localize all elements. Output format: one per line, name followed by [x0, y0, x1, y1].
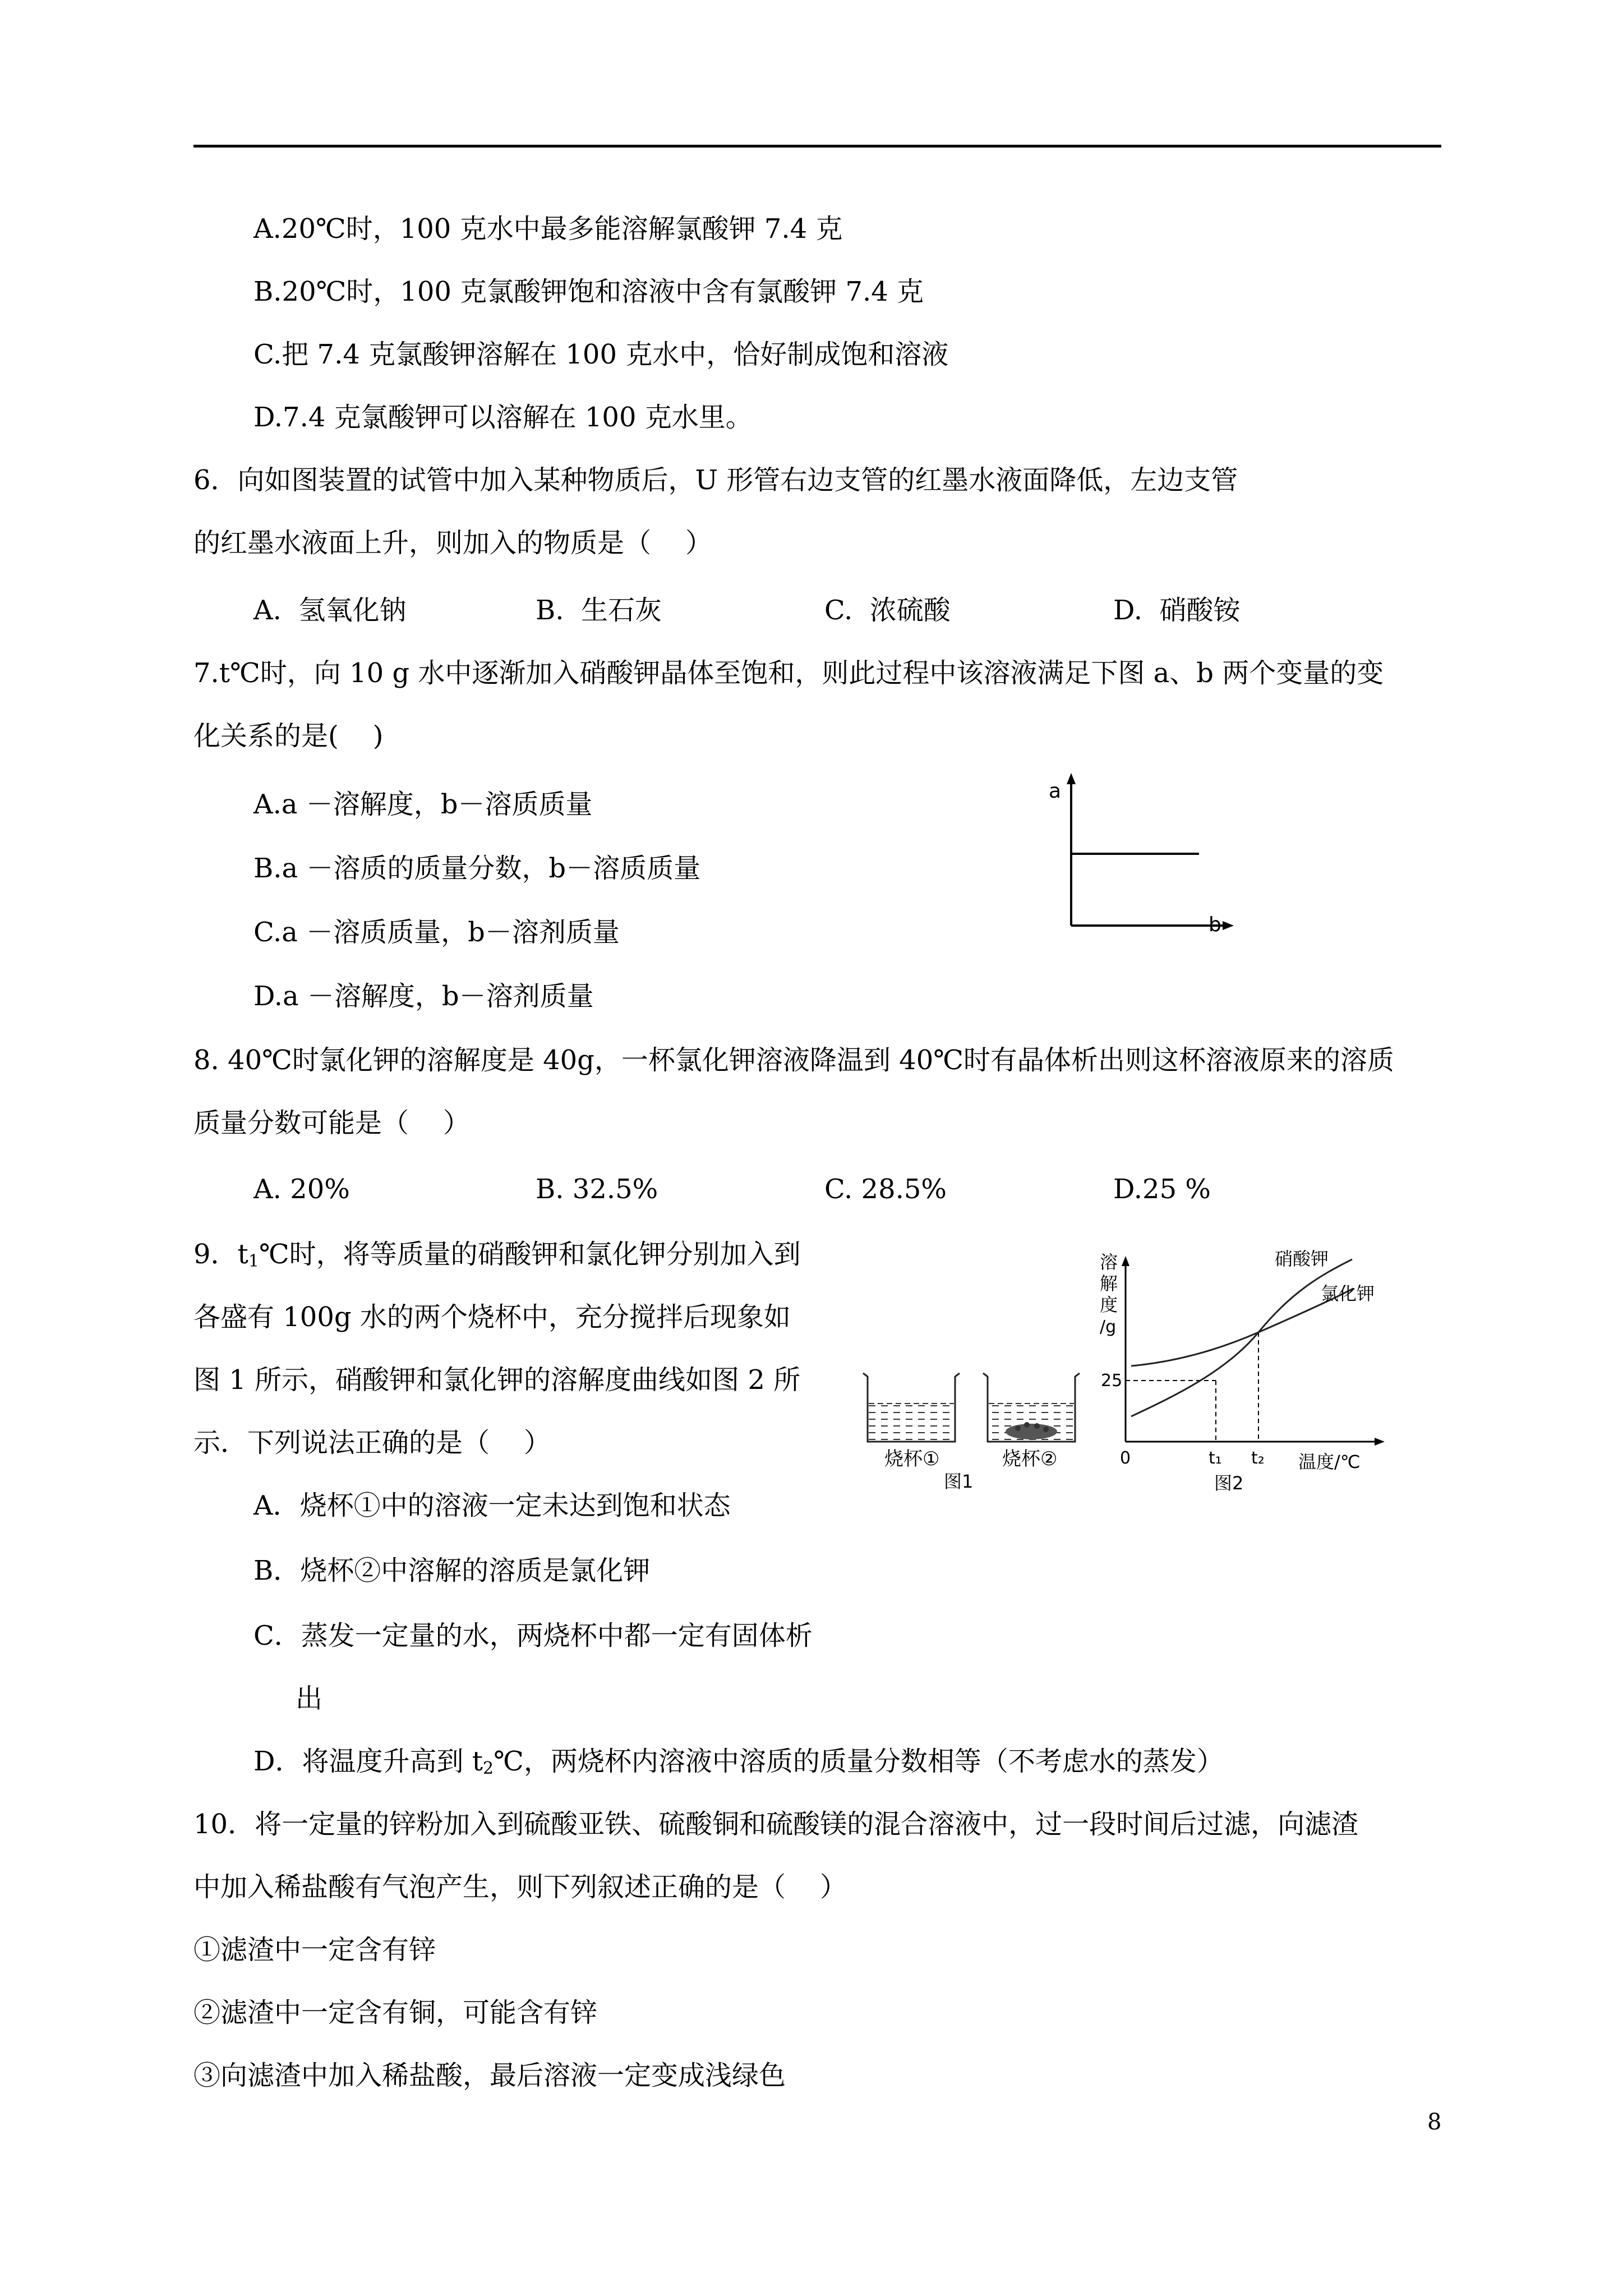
fig2-label-kno3: 硝酸钾	[1275, 1248, 1329, 1269]
q6-option-a: A. 氢氧化钠	[253, 595, 407, 626]
q6-stem-line2: 的红墨水液面上升，则加入的物质是（ ）	[193, 527, 713, 559]
q5-option-b: B.20℃时，100 克氯酸钾饱和溶液中含有氯酸钾 7.4 克	[253, 276, 924, 307]
fig2-y-label-2: 解	[1100, 1273, 1118, 1294]
q8-stem-line1: 8. 40℃时氯化钾的溶解度是 40g，一杯氯化钾溶液降温到 40℃时有晶体析出则这杯溶液原来的溶质	[193, 1045, 1394, 1076]
q9-stem-line4: 示．下列说法正确的是（ ）	[193, 1427, 551, 1458]
q10-statement-1: ①滤渣中一定含有锌	[193, 1934, 436, 1966]
header-rule	[193, 145, 1441, 148]
fig2-y-label-1: 溶	[1100, 1251, 1118, 1273]
fig2-tick-25: 25	[1101, 1371, 1123, 1391]
q8-option-d: D.25 %	[1113, 1174, 1211, 1205]
q7-graph-y-label: a	[1049, 780, 1062, 803]
q7-stem-line1: 7.t℃时，向 10 g 水中逐渐加入硝酸钾晶体至饱和，则此过程中该溶液满足下图 a、b 两个变量的变	[193, 657, 1384, 689]
fig2-y-label-4: /g	[1100, 1317, 1117, 1337]
q7-graph-x-label: b	[1209, 913, 1221, 936]
q9-figure-1	[855, 1369, 1102, 1509]
q9-option-d: D．将温度升高到 $t_2℃$，两烧杯内溶液中溶质的质量分数相等（不考虑水的蒸发）	[253, 1746, 1224, 1778]
q5-option-c: C.把 7.4 克氯酸钾溶解在 100 克水中，恰好制成饱和溶液	[253, 339, 949, 370]
q9-stem-line2: 各盛有 100g 水的两个烧杯中，充分搅拌后现象如	[193, 1301, 791, 1333]
q10-stem-line2: 中加入稀盐酸有气泡产生，则下列叙述正确的是（ ）	[193, 1871, 847, 1903]
page-number: 8	[1427, 2109, 1442, 2135]
q9-figure-2	[1096, 1248, 1410, 1512]
beaker-2	[983, 1373, 1080, 1442]
fig2-y-label-3: 度	[1100, 1294, 1118, 1315]
q8-option-a: A. 20%	[253, 1174, 350, 1205]
q8-option-c: C. 28.5%	[824, 1174, 947, 1205]
q7-option-d: D.a －溶解度，b－溶剂质量	[253, 981, 594, 1012]
q10-stem-line1: 10．将一定量的锌粉加入到硫酸亚铁、硫酸铜和硫酸镁的混合溶液中，过一段时间后过滤，向滤渣	[193, 1809, 1359, 1840]
beaker-2-label: 烧杯②	[1002, 1448, 1058, 1470]
fig2-curve-kcl	[1131, 1289, 1353, 1366]
q6-option-c: C. 浓硫酸	[824, 595, 951, 626]
q9-option-c-line1: C．蒸发一定量的水，两烧杯中都一定有固体析	[253, 1620, 813, 1651]
q6-option-d: D. 硝酸铵	[1113, 595, 1241, 626]
q10-statement-2: ②滤渣中一定含有铜，可能含有锌	[193, 1997, 598, 2028]
fig2-curve-kno3	[1131, 1259, 1352, 1416]
q7-graph	[1038, 769, 1251, 937]
q9-option-c-line2: 出	[296, 1683, 323, 1714]
q9-option-b: B．烧杯②中溶解的溶质是氯化钾	[253, 1555, 651, 1586]
q7-option-b: B.a －溶质的质量分数，b－溶质质量	[253, 853, 701, 884]
fig2-t1: t₁	[1209, 1448, 1222, 1468]
figure-2-caption: 图2	[1214, 1473, 1244, 1494]
q8-stem-line2: 质量分数可能是（ ）	[193, 1107, 471, 1139]
q9-stem-line3: 图 1 所示，硝酸钾和氯化钾的溶解度曲线如图 2 所	[193, 1364, 801, 1396]
q7-graph-y-arrow	[1067, 773, 1076, 784]
q7-option-a: A.a －溶解度，b－溶质质量	[253, 789, 593, 820]
q10-statement-3: ③向滤渣中加入稀盐酸，最后溶液一定变成浅绿色	[193, 2060, 786, 2091]
q7-stem-line2: 化关系的是( )	[193, 720, 384, 752]
fig2-label-kcl: 氯化钾	[1321, 1283, 1375, 1304]
q8-option-b: B. 32.5%	[536, 1174, 658, 1205]
fig2-x-label: 温度/℃	[1298, 1451, 1361, 1473]
q5-option-a: A.20℃时，100 克水中最多能溶解氯酸钾 7.4 克	[253, 213, 843, 245]
beaker-1-label: 烧杯①	[884, 1448, 940, 1470]
beaker-1	[863, 1373, 960, 1442]
fig2-t2: t₂	[1251, 1448, 1265, 1468]
undissolved-solid	[1006, 1424, 1057, 1439]
q5-option-d: D.7.4 克氯酸钾可以溶解在 100 克水里。	[253, 402, 753, 433]
q6-stem-line1: 6．向如图装置的试管中加入某种物质后，U 形管右边支管的红墨水液面降低，左边支管	[193, 464, 1238, 496]
q9-option-a: A．烧杯①中的溶液一定未达到饱和状态	[253, 1490, 731, 1521]
q7-graph-x-arrow	[1223, 921, 1234, 930]
figure-1-caption: 图1	[944, 1471, 974, 1492]
q6-option-b: B. 生石灰	[536, 595, 662, 626]
fig2-origin: 0	[1120, 1448, 1131, 1468]
q7-option-c: C.a －溶质质量，b－溶剂质量	[253, 917, 620, 948]
q9-stem-line1: 9．$t_1℃$时，将等质量的硝酸钾和氯化钾分别加入到	[193, 1239, 801, 1271]
